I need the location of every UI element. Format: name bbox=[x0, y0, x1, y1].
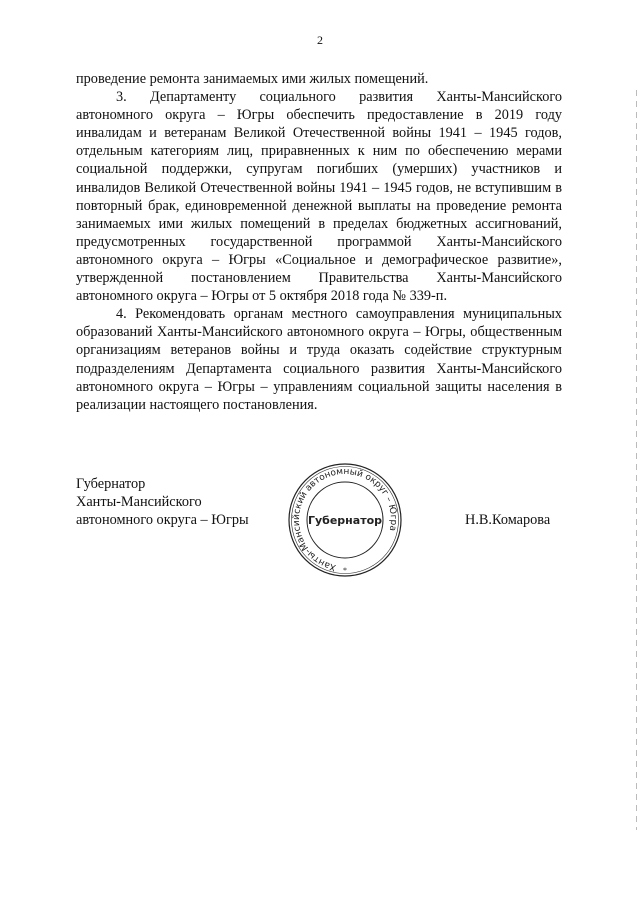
signatory-position-line: Губернатор bbox=[76, 476, 146, 492]
page-number: 2 bbox=[317, 33, 323, 47]
stamp-ring-text: Ханты-Мансийский автономный округ – Югра bbox=[291, 466, 399, 573]
scan-edge-line bbox=[636, 90, 637, 830]
stamp-center-text: Губернатор bbox=[307, 514, 383, 527]
document-body bbox=[76, 70, 562, 414]
paragraph-item-4: 4. Рекомендовать органам местного самоуправления муниципальных образований Ханты-Мансийского автономного округа – Югры, общественным организациям ветеранов войны и труда оказать содействие структурным подразделениям Департамента социального развития Ханты-Мансийского автономного округа – Югры – управлениям социальной защиты населения в реализации настоящего постановления. bbox=[76, 306, 562, 413]
signatory-name: Н.В.Комарова bbox=[465, 512, 551, 528]
signatory-position-line: Ханты-Мансийского bbox=[76, 494, 202, 510]
paragraph-item-3: 3. Департаменту социального развития Ханты-Мансийского автономного округа – Югры обеспечить предоставление в 2019 году инвалидам и ветеранам Великой Отечественной войны 1941 – 1945 годов, отдельным категориям лиц, приравненных к ним по обеспечению мерами социальной поддержки, супругам погибших (умерших) участников и инвалидов Великой Отечественной войны 1941 – 1945 годов, не вступившим в повторный брак, единовременной денежной выплаты на проведение ремонта занимаемых ими жилых помещений в пределах бюджетных ассигнований, предусмотренных государственной программой Ханты-Мансийского автономного округа – Югры «Социальное и демографическое развитие», утвержденной постановлением Правительства Ханты-Мансийского автономного округа – Югры от 5 октября 2018 года № 339-п. bbox=[76, 89, 562, 305]
governor-seal-stamp bbox=[270, 455, 420, 585]
stamp-star-icon: * bbox=[343, 566, 347, 575]
paragraph-continuation: проведение ремонта занимаемых ими жилых помещений. bbox=[76, 71, 429, 87]
signatory-position bbox=[76, 475, 276, 529]
signatory-position-line: автономного округа – Югры bbox=[76, 512, 249, 528]
